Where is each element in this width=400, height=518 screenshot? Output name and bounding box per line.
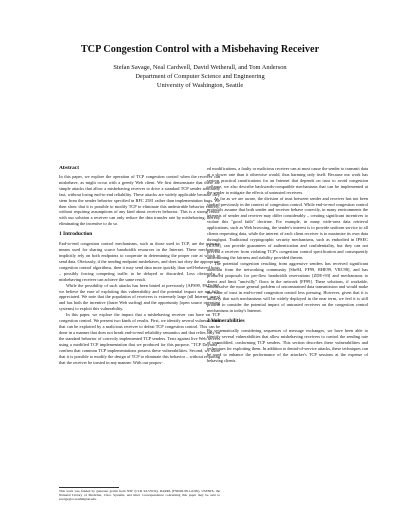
section-heading-vulnerabilities: 2 Vulnerabilities [207, 318, 245, 325]
intro-paragraph-1: End-to-end congestion control mechanisms, such as those used in TCP, are the primary means used for sharing scarce bandwidth resources in the Internet. These mechanisms implicitly rely on both endpoints to cooperate in determining the proper rate at which to send data. Obviously, if the sending endpoint misbehaves, and does not obey the appropriate congestion control algorithms, then it may send data more quickly than well-behaved hosts – possibly forcing competing traffic to be delayed or discarded. Less obviously, a misbehaving receiver can achieve the same result. [59, 241, 220, 282]
footnote-divider [59, 487, 119, 488]
author-block [0, 63, 400, 90]
abstract-text: In this paper, we explore the operation of TCP congestion control when the receiver can misbehave, as might occur with a greedy Web client. We first demonstrate that there are simple attacks that allow a misbehaving receiver to drive a standard TCP sender arbitrarily fast, without losing end-to-end reliability. These attacks are widely applicable because they stem from the sender behavior specified in RFC 2581 rather than implementation bugs. We then show that it is possible to modify TCP to eliminate this undesirable behavior entirely, without requiring assumptions of any kind about receiver behavior. This is a strong result: with our solution a receiver can only reduce the data transfer rate by misbehaving, thereby eliminating the incentive to do so. [59, 173, 220, 227]
intro-paragraph-5: The potential congestion resulting from aggressive senders has received significant attention from the networking community [She94, FF99, RHE99, VRC98], and has produced proposals for per-flow bandwidth reservations [ZDE+93] and mechanisms to detect and limit "uncivilly" flows in the network [FF99]. These solutions, if workable, would solve the more general problem of unconstrained data transmission and would make the issue of trust in end-to-end congestion control less pressing. However, given that it is unlikely that such mechanisms will be widely deployed in the near term, we feel it is still prudent to consider the potential impact of untrusted receivers on the congestion control mechanisms in today's Internet. [207, 260, 368, 314]
intro-paragraph-4: As far as we are aware, the division of trust between sender and receiver has not been studied previously in the context of congestion control. While end-to-end congestion control protocols assume that both sender and receiver behave correctly, in many environments the interests of sender and receiver may differ considerably – creating significant incentives to violate this "good faith" doctrine. For example, in many wide-area data retrieval applications, such as Web browsing, the sender's interest is to provide uniform service to all clients requesting data, while the interest of each client receiver is to maximize its own data throughput. Traditional cryptographic security mechanisms, such as embodied in IPSEC [KA98], can provide guarantees of authentication and confidentiality, but they can not prevent a receiver from violating TCP's congestion control specification and consequently undermining the fairness and stability provided therein. [207, 195, 368, 260]
abstract-section [59, 166, 220, 227]
paper-title: TCP Congestion Control with a Misbehaving Receiver [80, 44, 320, 55]
left-column [59, 166, 220, 482]
author-names: Stefan Savage, Neal Cardwell, David Wetherall, and Tom Anderson [113, 64, 287, 71]
abstract-heading: Abstract [59, 166, 80, 171]
footnote: This work was funded by generous grants from NSF (CCR 94-53532), DARPA (F30602-98-1-0205), USENIX, the National Library of Medicine, Cisco Systems, and Intel. Correspondence concerning this paper may be sent to savage@cs.washington.edu. [59, 489, 220, 502]
affiliation-university: University of Washington, Seattle [156, 82, 244, 89]
affiliation-department: Department of Computer Science and Engineering [135, 73, 265, 80]
intro-paragraph-continued: ed modifications, a faulty or malicious receiver can at most cause the sender to transmit data at a slower rate than it otherwise would, thus harming only itself. Because our work has serious practical ramifications for an Internet that depends on trust to avoid congestion collapse, we also describe backwards-compatible mechanisms that can be implemented at the sender to mitigate the effects of untrusted receivers. [207, 166, 368, 195]
intro-paragraph-3: In this paper, we explore the impact that a misbehaving receiver can have on TCP congestion control. We present two kinds of results. First, we identify several vulnerabilities that can be exploited by a malicious receiver to defeat TCP congestion control. This can be done in a manner that does not break end-to-end reliability semantics and that relies only on the standard behavior of correctly implemented TCP senders. Tests against live Web servers using a modified TCP implementation that we produced for this purpose, "TCP Daytona", confirm that common TCP implementations possess these vulnerabilities. Second, we show that it is possible to modify the design of TCP to eliminate this behavior – without requiring that the receiver be trusted in any manner. With our propos- [59, 312, 220, 365]
section-heading-introduction: 1 Introduction [59, 231, 93, 238]
intro-paragraph-2: While the possibility of such attacks has been hinted at previously [APS99, PAD+99], we believe the ease of exploiting this vulnerability and the potential impact are not fully appreciated. We note that the population of receivers is extremely large (all Internet users) and has both the incentive (faster Web surfing) and the opportunity (open source operating systems) to exploit this vulnerability. [59, 282, 220, 312]
vulnerabilities-paragraph-1: By systematically considering sequences of message exchanges, we have been able to identify several vulnerabilities that allow misbehaving receivers to control the sending rate of unmodified, conforming TCP senders. This section describes these vulnerabilities and techniques for exploiting them. In addition to denial-of-service attacks, these techniques can be used to enhance the performance of the attacker's TCP sessions at the expense of behaving clients. [207, 327, 368, 363]
right-column [207, 166, 368, 504]
